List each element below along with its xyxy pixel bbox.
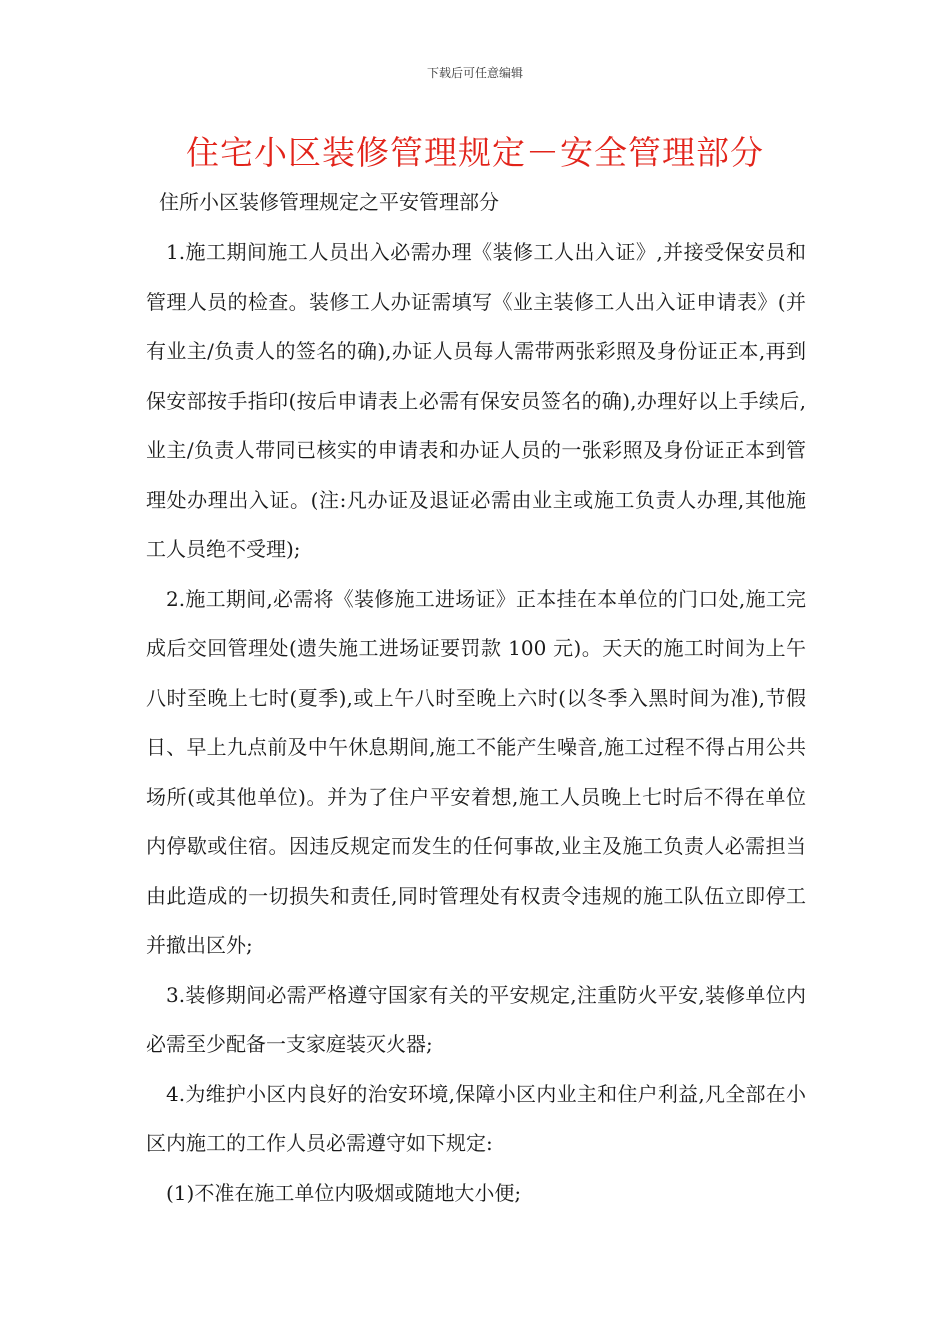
paragraph-5: (1)不准在施工单位内吸烟或随地大小便; [166, 1180, 522, 1205]
paragraph-2: 2.施工期间,必需将《装修施工进场证》正本挂在本单位的门口处,施工完成后交回管理处(遗失施工进场证要罚款 100 元)。天天的施工时间为上午八时至晚上七时(夏季),或上午八时至晚上六时(以冬季入黑时间为准),节假日、早上九点前及中午休息期间,施工不能产生噪音,施工过程不得占用公共场所(或其他单位)。并为了住户平安着想,施工人员晚上七时后不得在单位内停歇或住宿。因违反规定而发生的任何事故,业主及施工负责人必需担当由此造成的一切损失和责任,同时管理处有权责令违规的施工队伍立即停工并撤出区外; [146, 586, 806, 957]
document-body [146, 228, 806, 1218]
header-note: 下载后可任意编辑 [426, 66, 523, 80]
paragraph-4: 4.为维护小区内良好的治安环境,保障小区内业主和住户利益,凡全部在小区内施工的工作人员必需遵守如下规定: [146, 1081, 806, 1155]
document-title: 住宅小区装修管理规定－安全管理部分 [186, 133, 764, 172]
document-subtitle: 住所小区装修管理规定之平安管理部分 [159, 190, 499, 214]
paragraph-3: 3.装修期间必需严格遵守国家有关的平安规定,注重防火平安,装修单位内必需至少配备一支家庭装灭火器; [146, 982, 806, 1056]
paragraph-1: 1.施工期间施工人员出入必需办理《装修工人出入证》,并接受保安员和管理人员的检查。装修工人办证需填写《业主装修工人出入证申请表》(并有业主/负责人的签名的确),办证人员每人需带两张彩照及身份证正本,再到保安部按手指印(按后申请表上必需有保安员签名的确),办理好以上手续后,业主/负责人带同已核实的申请表和办证人员的一张彩照及身份证正本到管理处办理出入证。(注:凡办证及退证必需由业主或施工负责人办理,其他施工人员绝不受理); [146, 240, 806, 561]
